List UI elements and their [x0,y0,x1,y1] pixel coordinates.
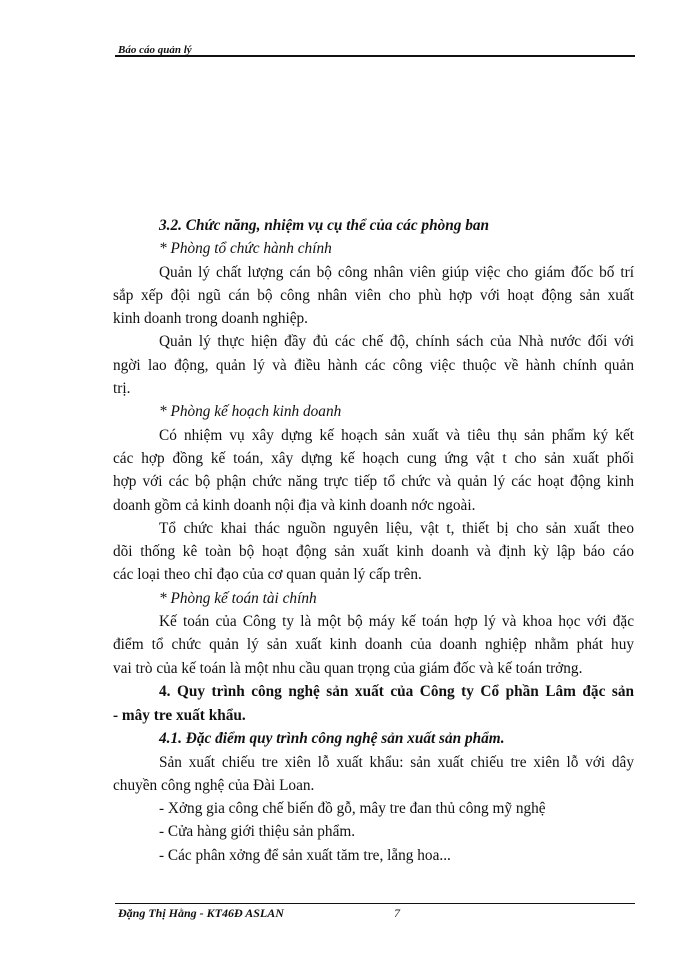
paragraph-line: các loại theo chỉ đạo của cơ quan quản lý cấp trên. [113,566,422,584]
list-item: - Cửa hàng giới thiệu sản phẩm. [159,823,356,841]
header-divider [115,55,635,57]
paragraph-line: hợp với các bộ phận chức năng trực tiếp tổ chức và quản lý các hoạt động kinh [113,473,634,491]
section-heading-4: 4. Quy trình công nghệ sản xuất của Công ty Cổ phần Lâm đặc sản [159,682,634,700]
paragraph-line: ngời lao động, quản lý và điều hành các công việc thuộc về hành chính quản [113,356,634,374]
paragraph-line: dõi thống kê toàn bộ hoạt động sản xuất kinh doanh và định kỳ lập báo cáo [113,543,634,561]
footer-divider [115,903,635,904]
paragraph-line: trị. [113,380,131,398]
footer-author: Đặng Thị Hằng - KT46Đ ASLAN [118,906,284,920]
paragraph-line: sắp xếp đội ngũ cán bộ công nhân viên cho phù hợp với hoạt động sản xuất [113,286,634,304]
paragraph-line: các hợp đồng kế toán, xây dựng kế hoạch cung ứng vật t cho sản xuất phối [113,449,634,467]
paragraph-line: Quản lý thực hiện đầy đủ các chế độ, chính sách của Nhà nước đối với [159,333,634,351]
list-item: - Xởng gia công chế biến đồ gỗ, mây tre đan thủ công mỹ nghệ [159,800,546,818]
paragraph-line: vai trò của kế toán là một nhu cầu quan trọng của giám đốc và kế toán trởng. [113,659,583,677]
paragraph-line: Tổ chức khai thác nguồn nguyên liệu, vật t, thiết bị cho sản xuất theo [159,519,634,537]
page-number: 7 [394,906,400,920]
section-heading-4-cont: - mây tre xuất khẩu. [113,706,246,724]
paragraph-line: Quản lý chất lượng cán bộ công nhân viên giúp việc cho giám đốc bố trí [159,263,634,281]
dept-title-business-planning: * Phòng kế hoạch kinh doanh [159,403,342,421]
document-body [113,214,634,867]
paragraph-line: chuyền công nghệ của Đài Loan. [113,776,315,794]
paragraph-line: Sản xuất chiếu tre xiên lỗ xuất khẩu: sản xuất chiếu tre xiên lỗ với dây [159,753,634,771]
running-header: Báo cáo quản lý [118,44,192,56]
dept-title-finance-accounting: * Phòng kế toán tài chính [159,589,317,607]
section-heading-4-1: 4.1. Đặc điểm quy trình công nghệ sản xuất sản phẩm. [159,730,505,748]
dept-title-administration: * Phòng tổ chức hành chính [159,240,332,258]
paragraph-line: Kế toán của Công ty là một bộ máy kế toán hợp lý và khoa học với đặc [159,613,634,631]
paragraph-line: kinh doanh trong doanh nghiệp. [113,310,309,328]
section-heading-3-2: 3.2. Chức năng, nhiệm vụ cụ thể của các phòng ban [159,217,490,234]
paragraph-line: điểm tổ chức quản lý sản xuất kinh doanh của doanh nghiệp nhằm phát huy [113,636,634,654]
paragraph-line: Có nhiệm vụ xây dựng kế hoạch sản xuất và tiêu thụ sản phẩm ký kết [159,426,634,444]
paragraph-line: doanh gồm cả kinh doanh nội địa và kinh doanh nớc ngoài. [113,496,476,514]
list-item: - Các phân xởng để sản xuất tăm tre, lẵng hoa... [159,846,451,864]
